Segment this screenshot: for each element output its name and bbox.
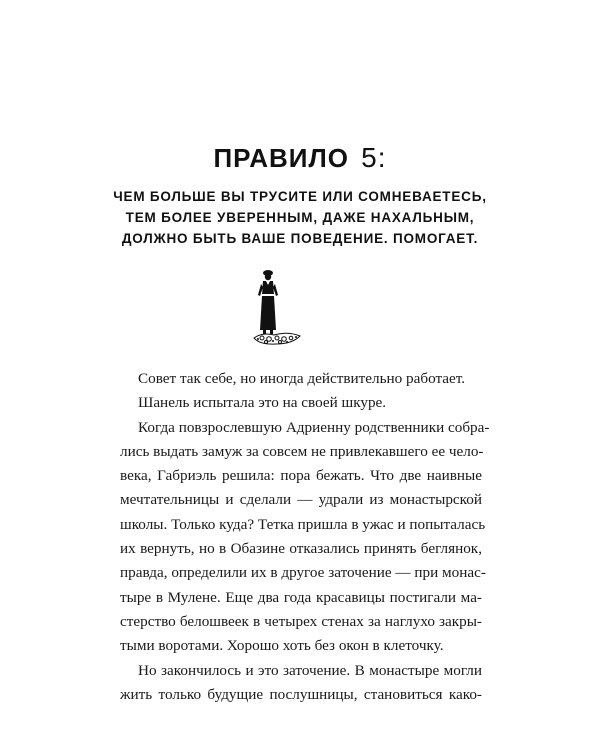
paragraph-line: лись выдать замуж за совсем не привлекавшего ее чело- <box>120 442 484 460</box>
rule-statement-line: ДОЛЖНО БЫТЬ ВАШЕ ПОВЕДЕНИЕ. ПОМОГАЕТ. <box>121 231 479 246</box>
rule-statement-line: ТЕМ БОЛЕЕ УВЕРЕННЫМ, ДАЖЕ НАХАЛЬНЫМ, <box>125 210 475 225</box>
paragraph-line: Шанель испытала это на своей шкуре. <box>138 394 387 412</box>
paragraph-line: тыре в Мулене. Еще два года красавицы постигали ма- <box>120 588 482 606</box>
rule-heading-label: ПРАВИЛО <box>213 143 349 173</box>
rule-statement <box>0 186 600 249</box>
paragraph-line: школы. Только куда? Тетка пришла в ужас и попыталась <box>120 515 486 533</box>
paragraph-line: века, Габриэль решила: пора бежать. Что две наивные <box>120 467 482 485</box>
rule-heading <box>0 142 600 174</box>
rule-statement-line: ЧЕМ БОЛЬШЕ ВЫ ТРУСИТЕ ИЛИ СОМНЕВАЕТЕСЬ, <box>113 189 487 204</box>
paragraph-line: Совет так себе, но иногда действительно работает. <box>138 370 466 387</box>
paragraph-line: их вернуть, но в Обазине отказались принять беглянок, <box>120 540 482 558</box>
paragraph-line: стерство белошвеек в четырех стенах за наглухо закры- <box>120 612 482 630</box>
woman-figure-icon <box>252 268 316 352</box>
paragraph-line: мечтательницы и сделали — удрали из монастырской <box>120 491 482 509</box>
paragraph-line: правда, определили их в другое заточение — при монас- <box>120 564 486 582</box>
rule-heading-number: 5: <box>361 142 387 173</box>
body-text <box>120 367 490 707</box>
paragraph-line: жить только будущие послушницы, становиться како- <box>120 685 482 703</box>
paragraph-line: Когда повзрослевшую Адриенну родственники собра- <box>138 418 490 436</box>
paragraph-line: Но закончилось и это заточение. В монастыре могли <box>138 661 482 679</box>
paragraph-line: тыми воротами. Хорошо хоть без окон в клеточку. <box>120 637 444 655</box>
